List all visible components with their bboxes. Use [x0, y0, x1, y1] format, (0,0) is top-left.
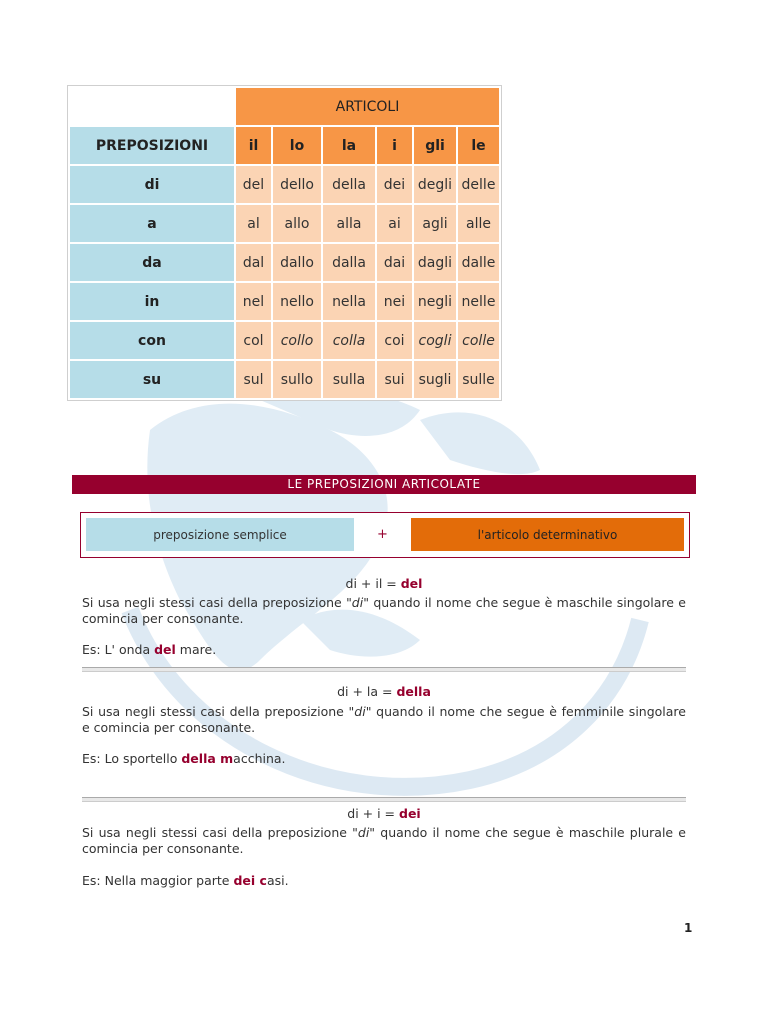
table-cell: dello [273, 166, 321, 203]
separator [82, 797, 686, 802]
example-text: asi. [266, 873, 289, 888]
table-cell: agli [414, 205, 456, 242]
page-number: 1 [684, 921, 693, 935]
preposition-cell: su [70, 361, 234, 398]
example [82, 642, 686, 657]
table-cell: dei [377, 166, 412, 203]
preposition-cell: di [70, 166, 234, 203]
example-text: acchina. [233, 751, 286, 766]
table-cell: alla [323, 205, 375, 242]
table-cell: col [236, 322, 271, 359]
articulated-prepositions-table [67, 85, 502, 401]
table-cell: nella [323, 283, 375, 320]
table-cell: della [323, 166, 375, 203]
table-cell: dalla [323, 244, 375, 281]
table-cell: collo [273, 322, 321, 359]
preposition-cell: da [70, 244, 234, 281]
table-cell: sullo [273, 361, 321, 398]
table-cell: nello [273, 283, 321, 320]
example [82, 751, 686, 766]
table-row [70, 283, 499, 320]
preposition-cell: a [70, 205, 234, 242]
article-header-il: il [236, 127, 271, 164]
article-header-i: i [377, 127, 412, 164]
table-cell: nel [236, 283, 271, 320]
table-cell: sul [236, 361, 271, 398]
table-cell: colle [458, 322, 499, 359]
table-cell: nelle [458, 283, 499, 320]
example-text: Es: Nella maggior parte [82, 873, 234, 888]
example-highlight: della m [181, 751, 234, 766]
table-cell: degli [414, 166, 456, 203]
table-cell: dagli [414, 244, 456, 281]
example-highlight: del [154, 642, 176, 657]
rule-title [82, 684, 686, 699]
table-row [70, 361, 499, 398]
table-cell: dai [377, 244, 412, 281]
example-text: Es: L' onda [82, 642, 155, 657]
rule-body-quote: "di" [348, 704, 372, 719]
rule-body-text: Si usa negli stessi casi della preposizione [82, 704, 349, 719]
table-cell: del [236, 166, 271, 203]
rule-title-prefix: di + il = [345, 576, 401, 591]
article-header-gli: gli [414, 127, 456, 164]
table-cell: cogli [414, 322, 456, 359]
table-cell: allo [273, 205, 321, 242]
article-header-lo: lo [273, 127, 321, 164]
separator [82, 667, 686, 672]
table-cell: coi [377, 322, 412, 359]
formula-right: l'articolo determinativo [411, 518, 684, 551]
table-cell: alle [458, 205, 499, 242]
table-row [70, 166, 499, 203]
rule-title-prefix: di + la = [337, 684, 397, 699]
rule-body-quote: "di" [352, 825, 376, 840]
rule-title-result: del [400, 576, 423, 591]
rule-body-text: quando il nome che segue è maschile plurale e comincia per consonante. [82, 825, 686, 856]
table-cell: dallo [273, 244, 321, 281]
table-cell: sulla [323, 361, 375, 398]
table-cell: nei [377, 283, 412, 320]
example [82, 873, 686, 888]
table-cell: sui [377, 361, 412, 398]
article-header-la: la [323, 127, 375, 164]
table-row [70, 205, 499, 242]
formula-left: preposizione semplice [86, 518, 354, 551]
rule-body [82, 595, 686, 627]
table-cell: al [236, 205, 271, 242]
rule-title-prefix: di + i = [347, 806, 399, 821]
rule-title-result: della [396, 684, 431, 699]
rule-body-text: quando il nome che segue è maschile singolare e comincia per consonante. [82, 595, 686, 626]
table-row [70, 244, 499, 281]
rule-body [82, 825, 686, 857]
formula-plus: + [377, 527, 388, 542]
table-cell: dal [236, 244, 271, 281]
preposition-cell: con [70, 322, 234, 359]
section-banner: LE PREPOSIZIONI ARTICOLATE [72, 475, 696, 494]
rule-body [82, 704, 686, 736]
article-header-le: le [458, 127, 499, 164]
table-cell: delle [458, 166, 499, 203]
preposition-cell: in [70, 283, 234, 320]
table-corner [70, 88, 234, 125]
table-cell: sugli [414, 361, 456, 398]
example-highlight: dei c [233, 873, 267, 888]
table-row [70, 322, 499, 359]
table-cell: negli [414, 283, 456, 320]
rule-body-text: quando il nome che segue è femminile singolare e comincia per consonante. [82, 704, 686, 735]
preposizioni-header: PREPOSIZIONI [70, 127, 234, 164]
table-cell: dalle [458, 244, 499, 281]
rule-title [82, 806, 686, 821]
table-cell: sulle [458, 361, 499, 398]
example-text: Es: Lo sportello [82, 751, 182, 766]
rule-body-text: Si usa negli stessi casi della preposizione [82, 595, 347, 610]
formula-box [80, 512, 690, 558]
table-cell: ai [377, 205, 412, 242]
example-text: mare. [175, 642, 217, 657]
rule-title [82, 576, 686, 591]
rule-body-text: Si usa negli stessi casi della preposizione [82, 825, 353, 840]
rule-title-result: dei [399, 806, 421, 821]
rule-body-quote: "di" [346, 595, 369, 610]
articoli-header: ARTICOLI [236, 88, 499, 125]
table-cell: colla [323, 322, 375, 359]
